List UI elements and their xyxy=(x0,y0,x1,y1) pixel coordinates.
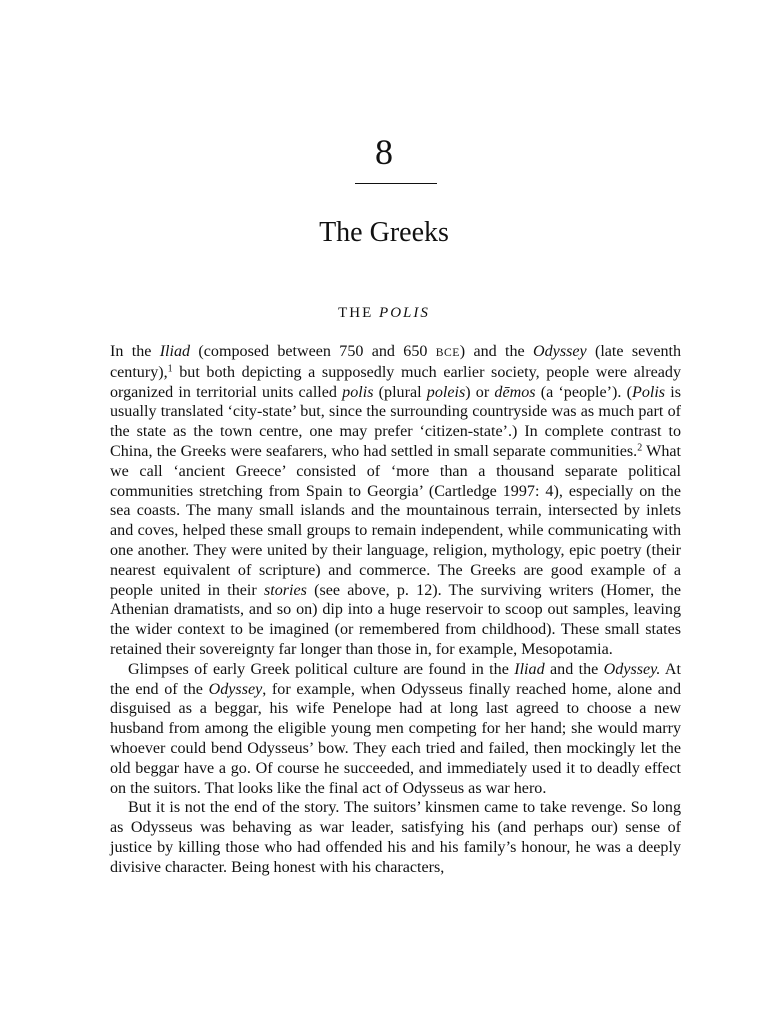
italic-text: Odyssey xyxy=(208,680,263,698)
text-run: In the xyxy=(110,343,160,360)
section-heading-prefix: THE xyxy=(338,305,380,321)
chapter-rule xyxy=(355,183,437,184)
italic-text: Polis xyxy=(631,383,666,401)
text-run: ) or xyxy=(465,383,495,401)
footnote-ref: 2 xyxy=(637,442,643,454)
text-run: and the xyxy=(544,660,604,678)
text-run: ) and the xyxy=(459,343,534,360)
text-run: At the end of the xyxy=(110,660,682,698)
text-run: Glimpses of early Greek political culture are found in the xyxy=(128,660,515,678)
body-text xyxy=(110,342,681,878)
italic-text: stories xyxy=(263,581,307,599)
italic-text: dēmos xyxy=(494,383,536,401)
text-run: (composed between 750 and 650 xyxy=(190,343,436,360)
section-heading xyxy=(0,303,768,323)
text-run: What we call ‘ancient Greece’ consisted of ‘more than a thousand separate political communities stretching from Spain to Georgia’ (Cartledge 1997: 4), especially on the sea coasts. The many small islands and the mountainous terrain, intersected by inlets and coves, helped these small groups to remain independent, while communicating with one another. They were united by their language, religion, mythology, epic poetry (their nearest equivalent of scripture) and commerce. The Greeks are good example of a people united in their xyxy=(110,442,681,599)
italic-text: Odyssey. xyxy=(603,660,661,678)
section-heading-italic: POLIS xyxy=(379,305,430,321)
paragraph xyxy=(110,798,681,877)
italic-text: poleis xyxy=(426,383,466,401)
paragraph xyxy=(110,660,681,799)
text-run: but both depicting a supposedly much earlier society, people were already organized in territorial units called xyxy=(110,363,681,401)
text-run: (plural xyxy=(373,383,427,401)
italic-text: Iliad xyxy=(159,343,191,360)
text-run: (late seventh century), xyxy=(110,343,682,381)
text-run: is usually translated ‘city-state’ but, since the surrounding countryside was as much part of the state as the town centre, one may prefer ‘citizen-state’.) In complete contrast to China, the Greeks were seafarers, who had settled in small separate communities. xyxy=(110,383,682,460)
text-run: , for example, when Odysseus finally reached home, alone and disguised as a beggar, his wife Penelope had at long last agreed to choose a new husband from among the eligible young men competing for her hand; she would marry whoever could bend Odysseus’ bow. They each tried and failed, then mockingly let the old beggar have a go. Of course he succeeded, and immediately used it to deadly effect on the suitors. That looks like the final act of Odysseus as war hero. xyxy=(110,680,681,797)
footnote-ref: 1 xyxy=(167,363,173,375)
era-abbreviation: BCE xyxy=(435,346,460,359)
italic-text: Iliad xyxy=(514,660,545,678)
text-run: (a ‘people’). ( xyxy=(535,383,632,401)
text-run: But it is not the end of the story. The suitors’ kinsmen came to take revenge. So long as Odysseus was behaving as war leader, satisfying his (and perhaps our) sense of justice by killing those who had offended his and his family’s honour, he was a deeply divisive character. Being honest with his characters, xyxy=(110,799,681,876)
chapter-title: The Greeks xyxy=(319,217,449,248)
italic-text: Odyssey xyxy=(533,343,587,360)
chapter-number: 8 xyxy=(375,132,393,172)
paragraph xyxy=(110,342,681,660)
italic-text: polis xyxy=(342,383,374,401)
text-run: (see above, p. 12). The surviving writers (Homer, the Athenian dramatists, and so on) dip into a huge reservoir to scoop out samples, leaving the wider context to be imagined (or remembered from childhood). These small states retained their sovereignty far longer than those in, for example, Mesopotamia. xyxy=(110,581,681,658)
